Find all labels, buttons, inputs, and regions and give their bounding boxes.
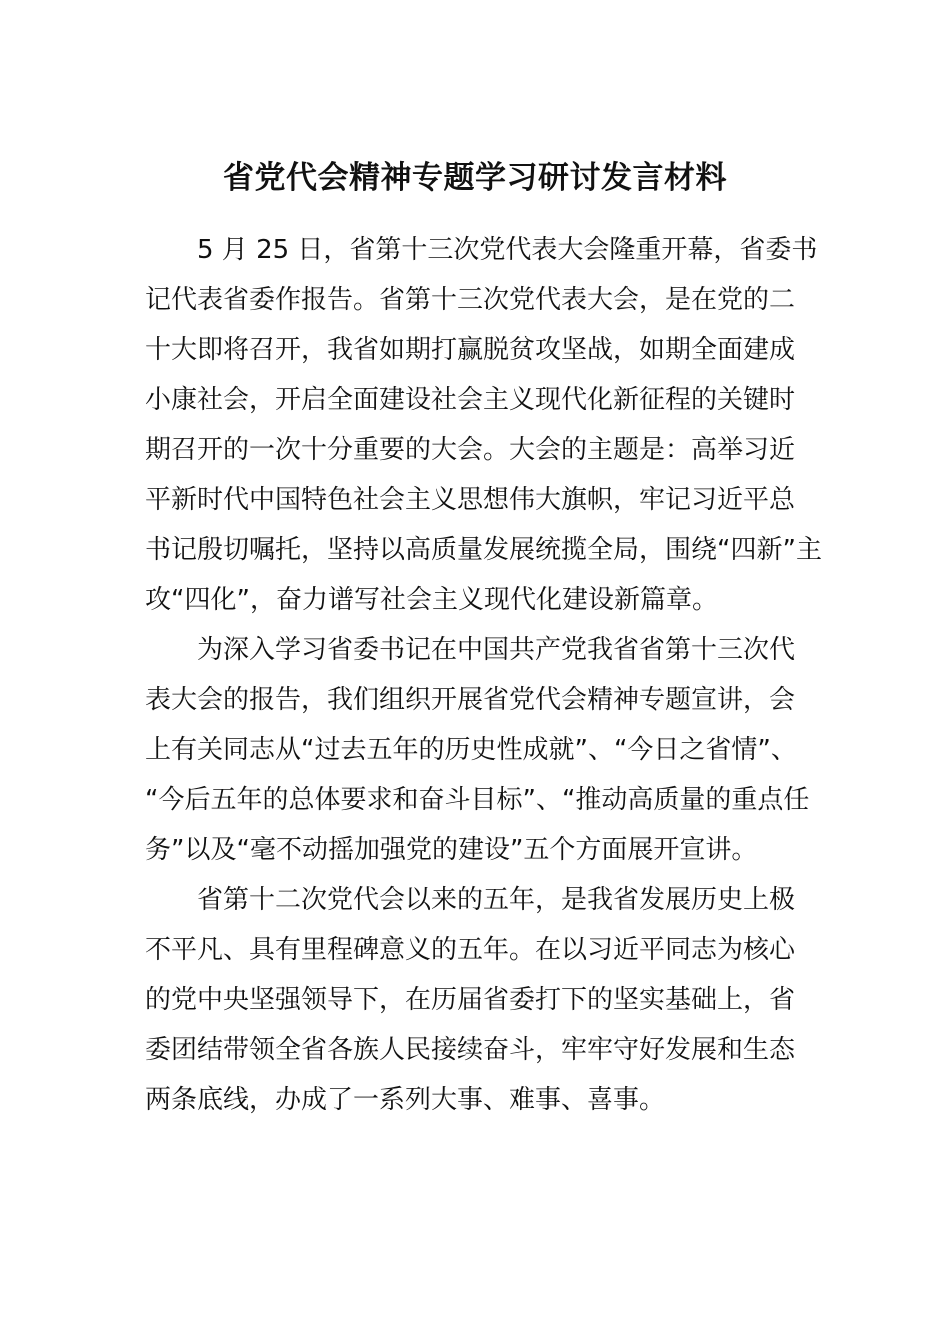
paragraph-line: 平新时代中国特色社会主义思想伟大旗帜，牢记习近平总 bbox=[145, 485, 796, 515]
paragraph-line: 务”以及“毫不动摇加强党的建设”五个方面展开宣讲。 bbox=[145, 835, 758, 865]
paragraph-line: 表大会的报告，我们组织开展省党代会精神专题宣讲，会 bbox=[145, 685, 796, 715]
paragraph-line: “今后五年的总体要求和奋斗目标”、“推动高质量的重点任 bbox=[145, 785, 810, 815]
paragraph-line: 省第十二次党代会以来的五年，是我省发展历史上极 bbox=[197, 885, 796, 915]
paragraph-line: 期召开的一次十分重要的大会。大会的主题是：高举习近 bbox=[145, 435, 796, 465]
paragraph-line: 上有关同志从“过去五年的历史性成就”、“今日之省情”、 bbox=[145, 735, 797, 765]
paragraph-line: 的党中央坚强领导下，在历届省委打下的坚实基础上，省 bbox=[145, 985, 796, 1015]
paragraph-line: 书记殷切嘱托，坚持以高质量发展统揽全局，围绕“四新”主 bbox=[145, 535, 822, 565]
paragraph-2 bbox=[145, 625, 810, 875]
paragraph-3 bbox=[145, 875, 805, 1125]
document-title: 省党代会精神专题学习研讨发言材料 bbox=[223, 160, 727, 196]
paragraph-line: 委团结带领全省各族人民接续奋斗，牢牢守好发展和生态 bbox=[145, 1035, 796, 1065]
paragraph-line: 两条底线，办成了一系列大事、难事、喜事。 bbox=[145, 1085, 666, 1115]
paragraph-1 bbox=[145, 225, 822, 625]
paragraph-line: 5 月 25 日，省第十三次党代表大会隆重开幕，省委书 bbox=[197, 235, 818, 265]
paragraph-line: 攻“四化”，奋力谱写社会主义现代化建设新篇章。 bbox=[145, 585, 718, 615]
paragraph-line: 小康社会，开启全面建设社会主义现代化新征程的关键时 bbox=[145, 385, 796, 415]
paragraph-line: 不平凡、具有里程碑意义的五年。在以习近平同志为核心 bbox=[145, 935, 796, 965]
paragraph-line: 为深入学习省委书记在中国共产党我省省第十三次代 bbox=[197, 635, 796, 665]
paragraph-line: 记代表省委作报告。省第十三次党代表大会，是在党的二 bbox=[145, 285, 796, 315]
document-body bbox=[145, 225, 822, 1125]
paragraph-line: 十大即将召开，我省如期打赢脱贫攻坚战，如期全面建成 bbox=[145, 335, 796, 365]
